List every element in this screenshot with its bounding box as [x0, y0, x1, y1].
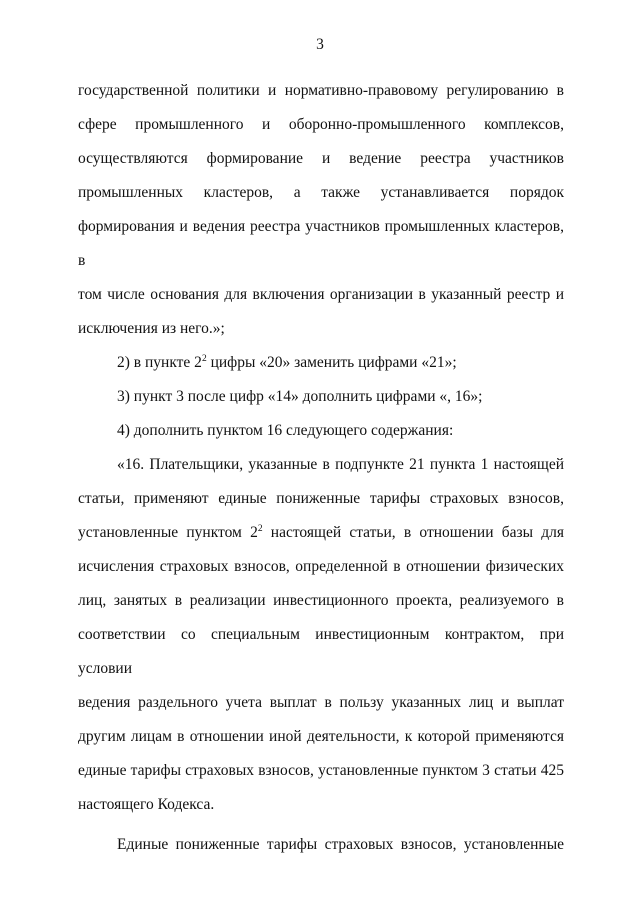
clause-16-line: единые тарифы страховых взносов, установленные пунктом 3 статьи 425	[78, 762, 564, 779]
superscript: 2	[257, 524, 263, 534]
text-line: промышленных кластеров, а также устанавливается порядок	[78, 184, 564, 201]
clause-16-text-before: установленные пунктом 2	[78, 524, 258, 541]
clause-16-line: ведения раздельного учета выплат в пользу указанных лиц и выплат	[78, 694, 564, 711]
amendment-item-3: 3) пункт 3 после цифр «14» дополнить цифрами «, 16»;	[117, 388, 483, 405]
amendment-item-2	[78, 346, 564, 380]
clause-16-line: «16. Плательщики, указанные в подпункте 21 пункта 1 настоящей	[117, 456, 564, 473]
final-paragraph-line: Единые пониженные тарифы страховых взносов, установленные	[117, 836, 564, 853]
clause-16-line: другим лицам в отношении иной деятельности, к которой применяются	[78, 728, 564, 745]
text-line: сфере промышленного и оборонно-промышленного комплексов,	[78, 116, 564, 133]
amendment-item-4: 4) дополнить пунктом 16 следующего содержания:	[117, 422, 454, 439]
text-line: том числе основания для включения организации в указанный реестр и	[78, 286, 564, 303]
text-line: исключения из него.»;	[78, 320, 225, 337]
text-line: осуществляются формирование и ведение реестра участников	[78, 150, 564, 167]
clause-16-line: исчисления страховых взносов, определенной в отношении физических	[78, 558, 564, 575]
document-body	[78, 74, 564, 862]
clause-16-text-after: настоящей статьи, в отношении базы для	[262, 524, 564, 541]
text-line: формирования и ведения реестра участников промышленных кластеров, в	[78, 218, 564, 269]
superscript: 2	[201, 354, 207, 364]
clause-16-line: статьи, применяют единые пониженные тарифы страховых взносов,	[78, 490, 564, 507]
item-2-text-before: 2) в пункте 2	[117, 354, 202, 371]
text-line: государственной политики и нормативно-правовому регулированию в	[78, 82, 564, 99]
clause-16-line	[78, 516, 564, 550]
clause-16-line: соответствии со специальным инвестиционным контрактом, при условии	[78, 626, 564, 677]
page-number: 3	[316, 36, 324, 53]
clause-16-line: настоящего Кодекса.	[78, 796, 215, 813]
item-2-text-after: цифры «20» заменить цифрами «21»;	[206, 354, 457, 371]
clause-16-line: лиц, занятых в реализации инвестиционного проекта, реализуемого в	[78, 592, 564, 609]
